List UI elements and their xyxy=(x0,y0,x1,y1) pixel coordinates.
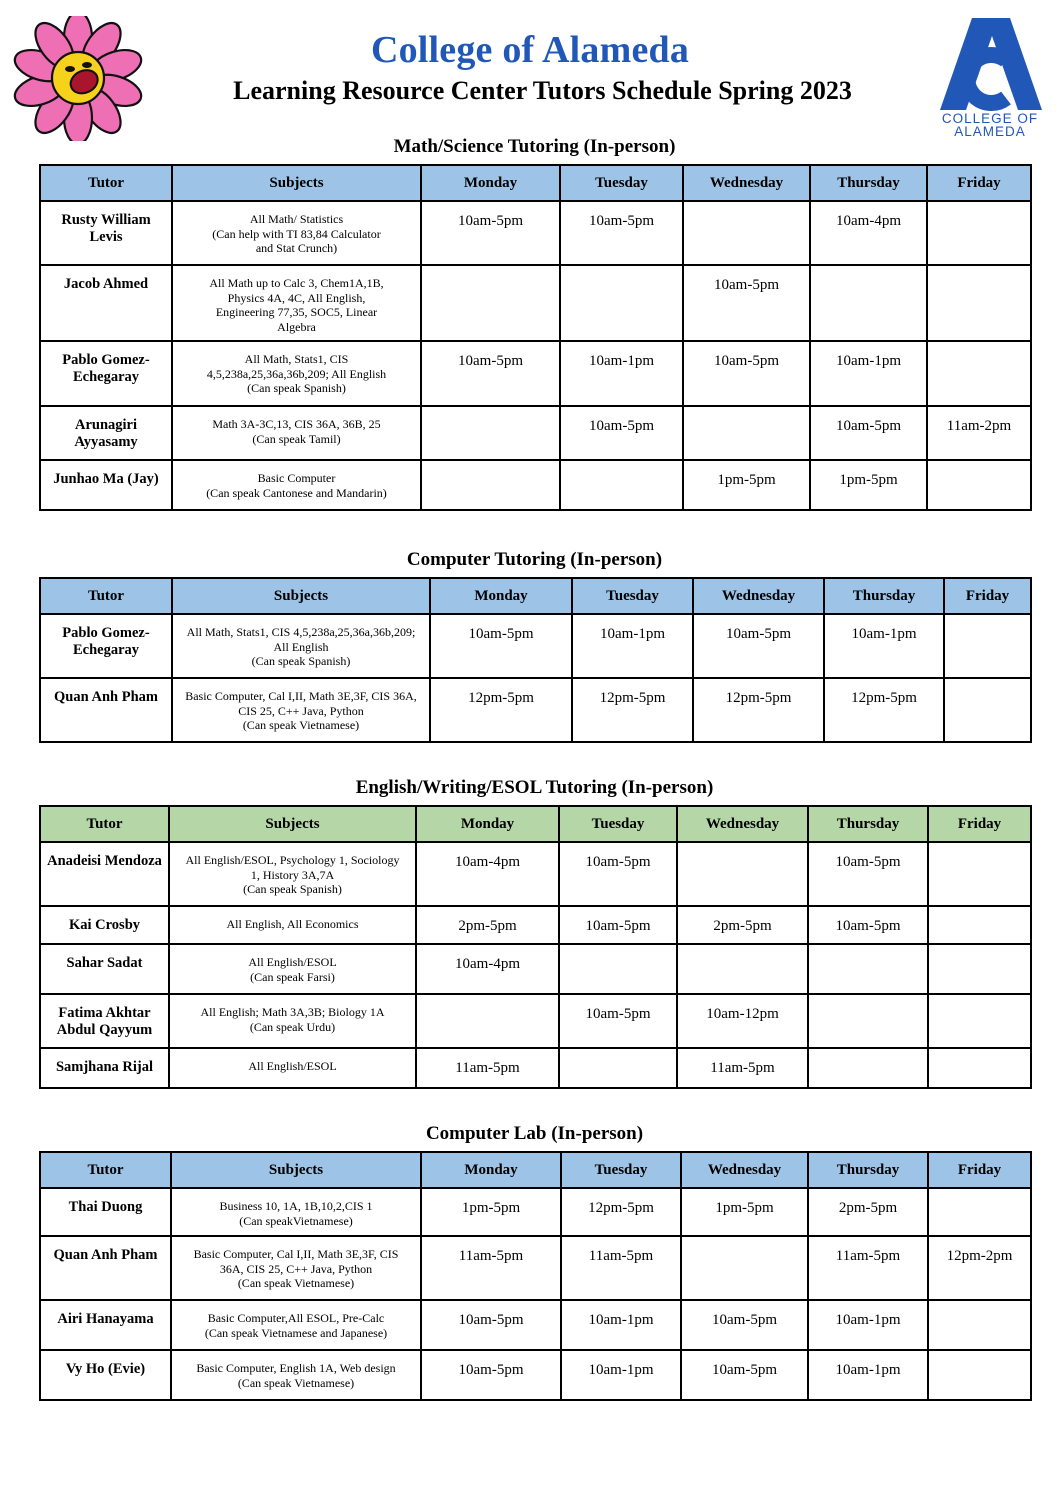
schedule-cell xyxy=(928,842,1031,906)
schedule-cell: 10am-4pm xyxy=(810,201,927,265)
schedule-table xyxy=(39,805,1032,1089)
column-header: Subjects xyxy=(171,1152,421,1188)
table-row xyxy=(40,1236,1031,1300)
table-row xyxy=(40,1350,1031,1400)
schedule-table xyxy=(39,1151,1032,1401)
logo-text-line2: ALAMEDA xyxy=(954,124,1026,139)
tutor-subjects: All Math, Stats1, CIS 4,5,238a,25,36a,36b,209; All English (Can speak Spanish) xyxy=(172,614,430,678)
tutor-subjects: All English/ESOL xyxy=(169,1048,416,1088)
schedule-cell: 10am-5pm xyxy=(559,994,677,1048)
tutor-name: Junhao Ma (Jay) xyxy=(40,460,172,510)
schedule-table xyxy=(39,577,1032,743)
schedule-cell: 10am-5pm xyxy=(421,201,560,265)
schedule-cell xyxy=(677,944,808,994)
schedule-cell xyxy=(421,265,560,341)
schedule-section xyxy=(39,543,1030,743)
tutor-name: Thai Duong xyxy=(40,1188,171,1236)
schedule-cell xyxy=(927,460,1031,510)
page-header xyxy=(0,0,1060,140)
schedule-cell: 10am-5pm xyxy=(560,201,683,265)
column-header: Wednesday xyxy=(681,1152,808,1188)
table-row xyxy=(40,341,1031,406)
tutor-name: Kai Crosby xyxy=(40,906,169,944)
column-header: Thursday xyxy=(810,165,927,201)
schedule-cell xyxy=(928,1350,1031,1400)
schedule-cell: 10am-1pm xyxy=(561,1300,681,1350)
tutor-name: Jacob Ahmed xyxy=(40,265,172,341)
schedule-cell xyxy=(928,906,1031,944)
schedule-cell xyxy=(808,994,928,1048)
column-header: Friday xyxy=(944,578,1031,614)
schedule-cell xyxy=(927,265,1031,341)
column-header: Friday xyxy=(928,806,1031,842)
header-row xyxy=(40,806,1031,842)
schedule-cell: 10am-1pm xyxy=(561,1350,681,1400)
tutor-name: Quan Anh Pham xyxy=(40,678,172,742)
table-row xyxy=(40,842,1031,906)
table-row xyxy=(40,460,1031,510)
column-header: Tutor xyxy=(40,165,172,201)
table-row xyxy=(40,201,1031,265)
schedule-cell xyxy=(560,265,683,341)
schedule-cell: 10am-5pm xyxy=(693,614,824,678)
schedule-cell: 10am-5pm xyxy=(559,906,677,944)
schedule-cell xyxy=(808,944,928,994)
column-header: Tuesday xyxy=(559,806,677,842)
schedule-cell: 11am-5pm xyxy=(421,1236,561,1300)
tutor-subjects: Business 10, 1A, 1B,10,2,CIS 1 (Can speakVietnamese) xyxy=(171,1188,421,1236)
schedule-cell: 2pm-5pm xyxy=(808,1188,928,1236)
tutor-subjects: Basic Computer, English 1A, Web design (Can speak Vietnamese) xyxy=(171,1350,421,1400)
table-row xyxy=(40,994,1031,1048)
schedule-cell xyxy=(928,1188,1031,1236)
schedule-cell xyxy=(928,994,1031,1048)
schedule-cell: 10am-5pm xyxy=(683,265,810,341)
schedule-cell: 10am-5pm xyxy=(430,614,572,678)
column-header: Friday xyxy=(927,165,1031,201)
table-row xyxy=(40,265,1031,341)
tutor-subjects: All English; Math 3A,3B; Biology 1A (Can speak Urdu) xyxy=(169,994,416,1048)
schedule-cell xyxy=(927,201,1031,265)
schedule-cell: 10am-1pm xyxy=(572,614,693,678)
column-header: Subjects xyxy=(169,806,416,842)
schedule-cell: 12pm-5pm xyxy=(561,1188,681,1236)
schedule-table xyxy=(39,164,1032,511)
column-header: Thursday xyxy=(808,1152,928,1188)
schedule-cell: 12pm-5pm xyxy=(693,678,824,742)
column-header: Subjects xyxy=(172,578,430,614)
tutor-name: Quan Anh Pham xyxy=(40,1236,171,1300)
page-subtitle: Learning Resource Center Tutors Schedule Spring 2023 xyxy=(233,76,852,105)
column-header: Monday xyxy=(430,578,572,614)
column-header: Tutor xyxy=(40,806,169,842)
schedule-cell: 10am-1pm xyxy=(560,341,683,406)
schedule-cell: 10am-5pm xyxy=(560,406,683,460)
schedule-cell: 10am-4pm xyxy=(416,842,559,906)
schedule-cell: 12pm-5pm xyxy=(572,678,693,742)
column-header: Monday xyxy=(416,806,559,842)
schedule-cell: 10am-1pm xyxy=(824,614,944,678)
schedule-section xyxy=(39,771,1030,1089)
column-header: Monday xyxy=(421,1152,561,1188)
schedule-cell: 12pm-5pm xyxy=(824,678,944,742)
schedule-cell: 1pm-5pm xyxy=(421,1188,561,1236)
column-header: Wednesday xyxy=(693,578,824,614)
schedule-cell: 10am-12pm xyxy=(677,994,808,1048)
schedule-cell: 10am-5pm xyxy=(559,842,677,906)
logo-text-line1: COLLEGE OF xyxy=(941,111,1039,126)
header-row xyxy=(40,1152,1031,1188)
column-header: Tutor xyxy=(40,578,172,614)
table-row xyxy=(40,678,1031,742)
schedule-cell xyxy=(559,944,677,994)
table-row xyxy=(40,406,1031,460)
schedule-cell: 10am-4pm xyxy=(416,944,559,994)
schedule-cell: 10am-1pm xyxy=(808,1300,928,1350)
tutor-subjects: Basic Computer,All ESOL, Pre-Calc (Can speak Vietnamese and Japanese) xyxy=(171,1300,421,1350)
header-row xyxy=(40,578,1031,614)
tutor-subjects: All English, All Economics xyxy=(169,906,416,944)
schedule-cell: 10am-5pm xyxy=(808,906,928,944)
tutor-name: Pablo Gomez-Echegaray xyxy=(40,614,172,678)
header-row xyxy=(40,165,1031,201)
tutor-name: Pablo Gomez-Echegaray xyxy=(40,341,172,406)
tutor-subjects: All English/ESOL (Can speak Farsi) xyxy=(169,944,416,994)
column-header: Monday xyxy=(421,165,560,201)
tutor-name: Rusty William Levis xyxy=(40,201,172,265)
tutor-name: Anadeisi Mendoza xyxy=(40,842,169,906)
schedule-cell xyxy=(560,460,683,510)
schedule-cell: 2pm-5pm xyxy=(677,906,808,944)
tutor-name: Sahar Sadat xyxy=(40,944,169,994)
schedule-cell: 11am-5pm xyxy=(416,1048,559,1088)
schedule-section xyxy=(39,1117,1030,1401)
schedule-cell xyxy=(944,678,1031,742)
tutor-subjects: All Math, Stats1, CIS 4,5,238a,25,36a,36b,209; All English (Can speak Spanish) xyxy=(172,341,421,406)
tutor-name: Arunagiri Ayyasamy xyxy=(40,406,172,460)
schedule-cell xyxy=(928,1048,1031,1088)
column-header: Tuesday xyxy=(560,165,683,201)
schedule-cell: 10am-1pm xyxy=(810,341,927,406)
column-header: Tuesday xyxy=(561,1152,681,1188)
table-row xyxy=(40,944,1031,994)
schedule-cell: 10am-5pm xyxy=(421,1300,561,1350)
schedule-cell: 10am-5pm xyxy=(681,1350,808,1400)
college-logo xyxy=(934,14,1046,140)
schedule-cell xyxy=(421,460,560,510)
schedule-cell: 10am-1pm xyxy=(808,1350,928,1400)
schedule-cell: 10am-5pm xyxy=(808,842,928,906)
section-title: Math/Science Tutoring (In-person) xyxy=(393,136,676,157)
table-row xyxy=(40,614,1031,678)
schedule-cell: 11am-2pm xyxy=(927,406,1031,460)
section-title: Computer Tutoring (In-person) xyxy=(406,549,663,570)
schedule-cell xyxy=(683,201,810,265)
schedule-section xyxy=(39,130,1030,511)
column-header: Thursday xyxy=(808,806,928,842)
college-logo-icon xyxy=(934,14,1046,112)
schedule-cell: 10am-5pm xyxy=(681,1300,808,1350)
tutor-subjects: Math 3A-3C,13, CIS 36A, 36B, 25 (Can speak Tamil) xyxy=(172,406,421,460)
schedule-cell: 1pm-5pm xyxy=(810,460,927,510)
table-row xyxy=(40,1300,1031,1350)
tutor-name: Vy Ho (Evie) xyxy=(40,1350,171,1400)
schedule-cell xyxy=(928,944,1031,994)
column-header: Wednesday xyxy=(677,806,808,842)
table-row xyxy=(40,906,1031,944)
tutor-subjects: Basic Computer, Cal I,II, Math 3E,3F, CIS 36A, CIS 25, C++ Java, Python (Can speak Vietnamese) xyxy=(172,678,430,742)
schedule-cell xyxy=(421,406,560,460)
tutor-subjects: All Math/ Statistics (Can help with TI 83,84 Calculator and Stat Crunch) xyxy=(172,201,421,265)
tutor-subjects: All Math up to Calc 3, Chem1A,1B, Physics 4A, 4C, All English, Engineering 77,35, SOC5, Linear Algebra xyxy=(172,265,421,341)
schedule-cell: 11am-5pm xyxy=(561,1236,681,1300)
schedule-cell xyxy=(810,265,927,341)
schedule-cell: 11am-5pm xyxy=(677,1048,808,1088)
schedule-cell: 10am-5pm xyxy=(683,341,810,406)
schedule-cell xyxy=(416,994,559,1048)
column-header: Tuesday xyxy=(572,578,693,614)
tutor-subjects: All English/ESOL, Psychology 1, Sociology 1, History 3A,7A (Can speak Spanish) xyxy=(169,842,416,906)
schedule-cell: 10am-5pm xyxy=(421,341,560,406)
schedule-cell: 1pm-5pm xyxy=(683,460,810,510)
column-header: Wednesday xyxy=(683,165,810,201)
tutor-name: Samjhana Rijal xyxy=(40,1048,169,1088)
schedule-cell: 2pm-5pm xyxy=(416,906,559,944)
schedule-cell xyxy=(808,1048,928,1088)
schedule-cell: 11am-5pm xyxy=(808,1236,928,1300)
schedule-cell xyxy=(681,1236,808,1300)
schedule-cell xyxy=(559,1048,677,1088)
schedule-cell xyxy=(944,614,1031,678)
section-title: English/Writing/ESOL Tutoring (In-person) xyxy=(355,777,714,798)
column-header: Subjects xyxy=(172,165,421,201)
schedule-cell: 10am-5pm xyxy=(421,1350,561,1400)
schedule-cell: 12pm-5pm xyxy=(430,678,572,742)
schedule-cell: 1pm-5pm xyxy=(681,1188,808,1236)
table-row xyxy=(40,1188,1031,1236)
schedule-cell xyxy=(683,406,810,460)
tutor-name: Fatima Akhtar Abdul Qayyum xyxy=(40,994,169,1048)
tutor-name: Airi Hanayama xyxy=(40,1300,171,1350)
column-header: Thursday xyxy=(824,578,944,614)
column-header: Tutor xyxy=(40,1152,171,1188)
schedule-cell xyxy=(927,341,1031,406)
schedule-cell: 10am-5pm xyxy=(810,406,927,460)
schedule-cell xyxy=(928,1300,1031,1350)
section-title: Computer Lab (In-person) xyxy=(425,1123,644,1144)
page-title: College of Alameda xyxy=(370,29,690,71)
tutor-subjects: Basic Computer, Cal I,II, Math 3E,3F, CIS 36A, CIS 25, C++ Java, Python (Can speak Vietnamese) xyxy=(171,1236,421,1300)
tutor-subjects: Basic Computer (Can speak Cantonese and Mandarin) xyxy=(172,460,421,510)
schedule-cell: 12pm-2pm xyxy=(928,1236,1031,1300)
table-row xyxy=(40,1048,1031,1088)
column-header: Friday xyxy=(928,1152,1031,1188)
schedule-cell xyxy=(677,842,808,906)
